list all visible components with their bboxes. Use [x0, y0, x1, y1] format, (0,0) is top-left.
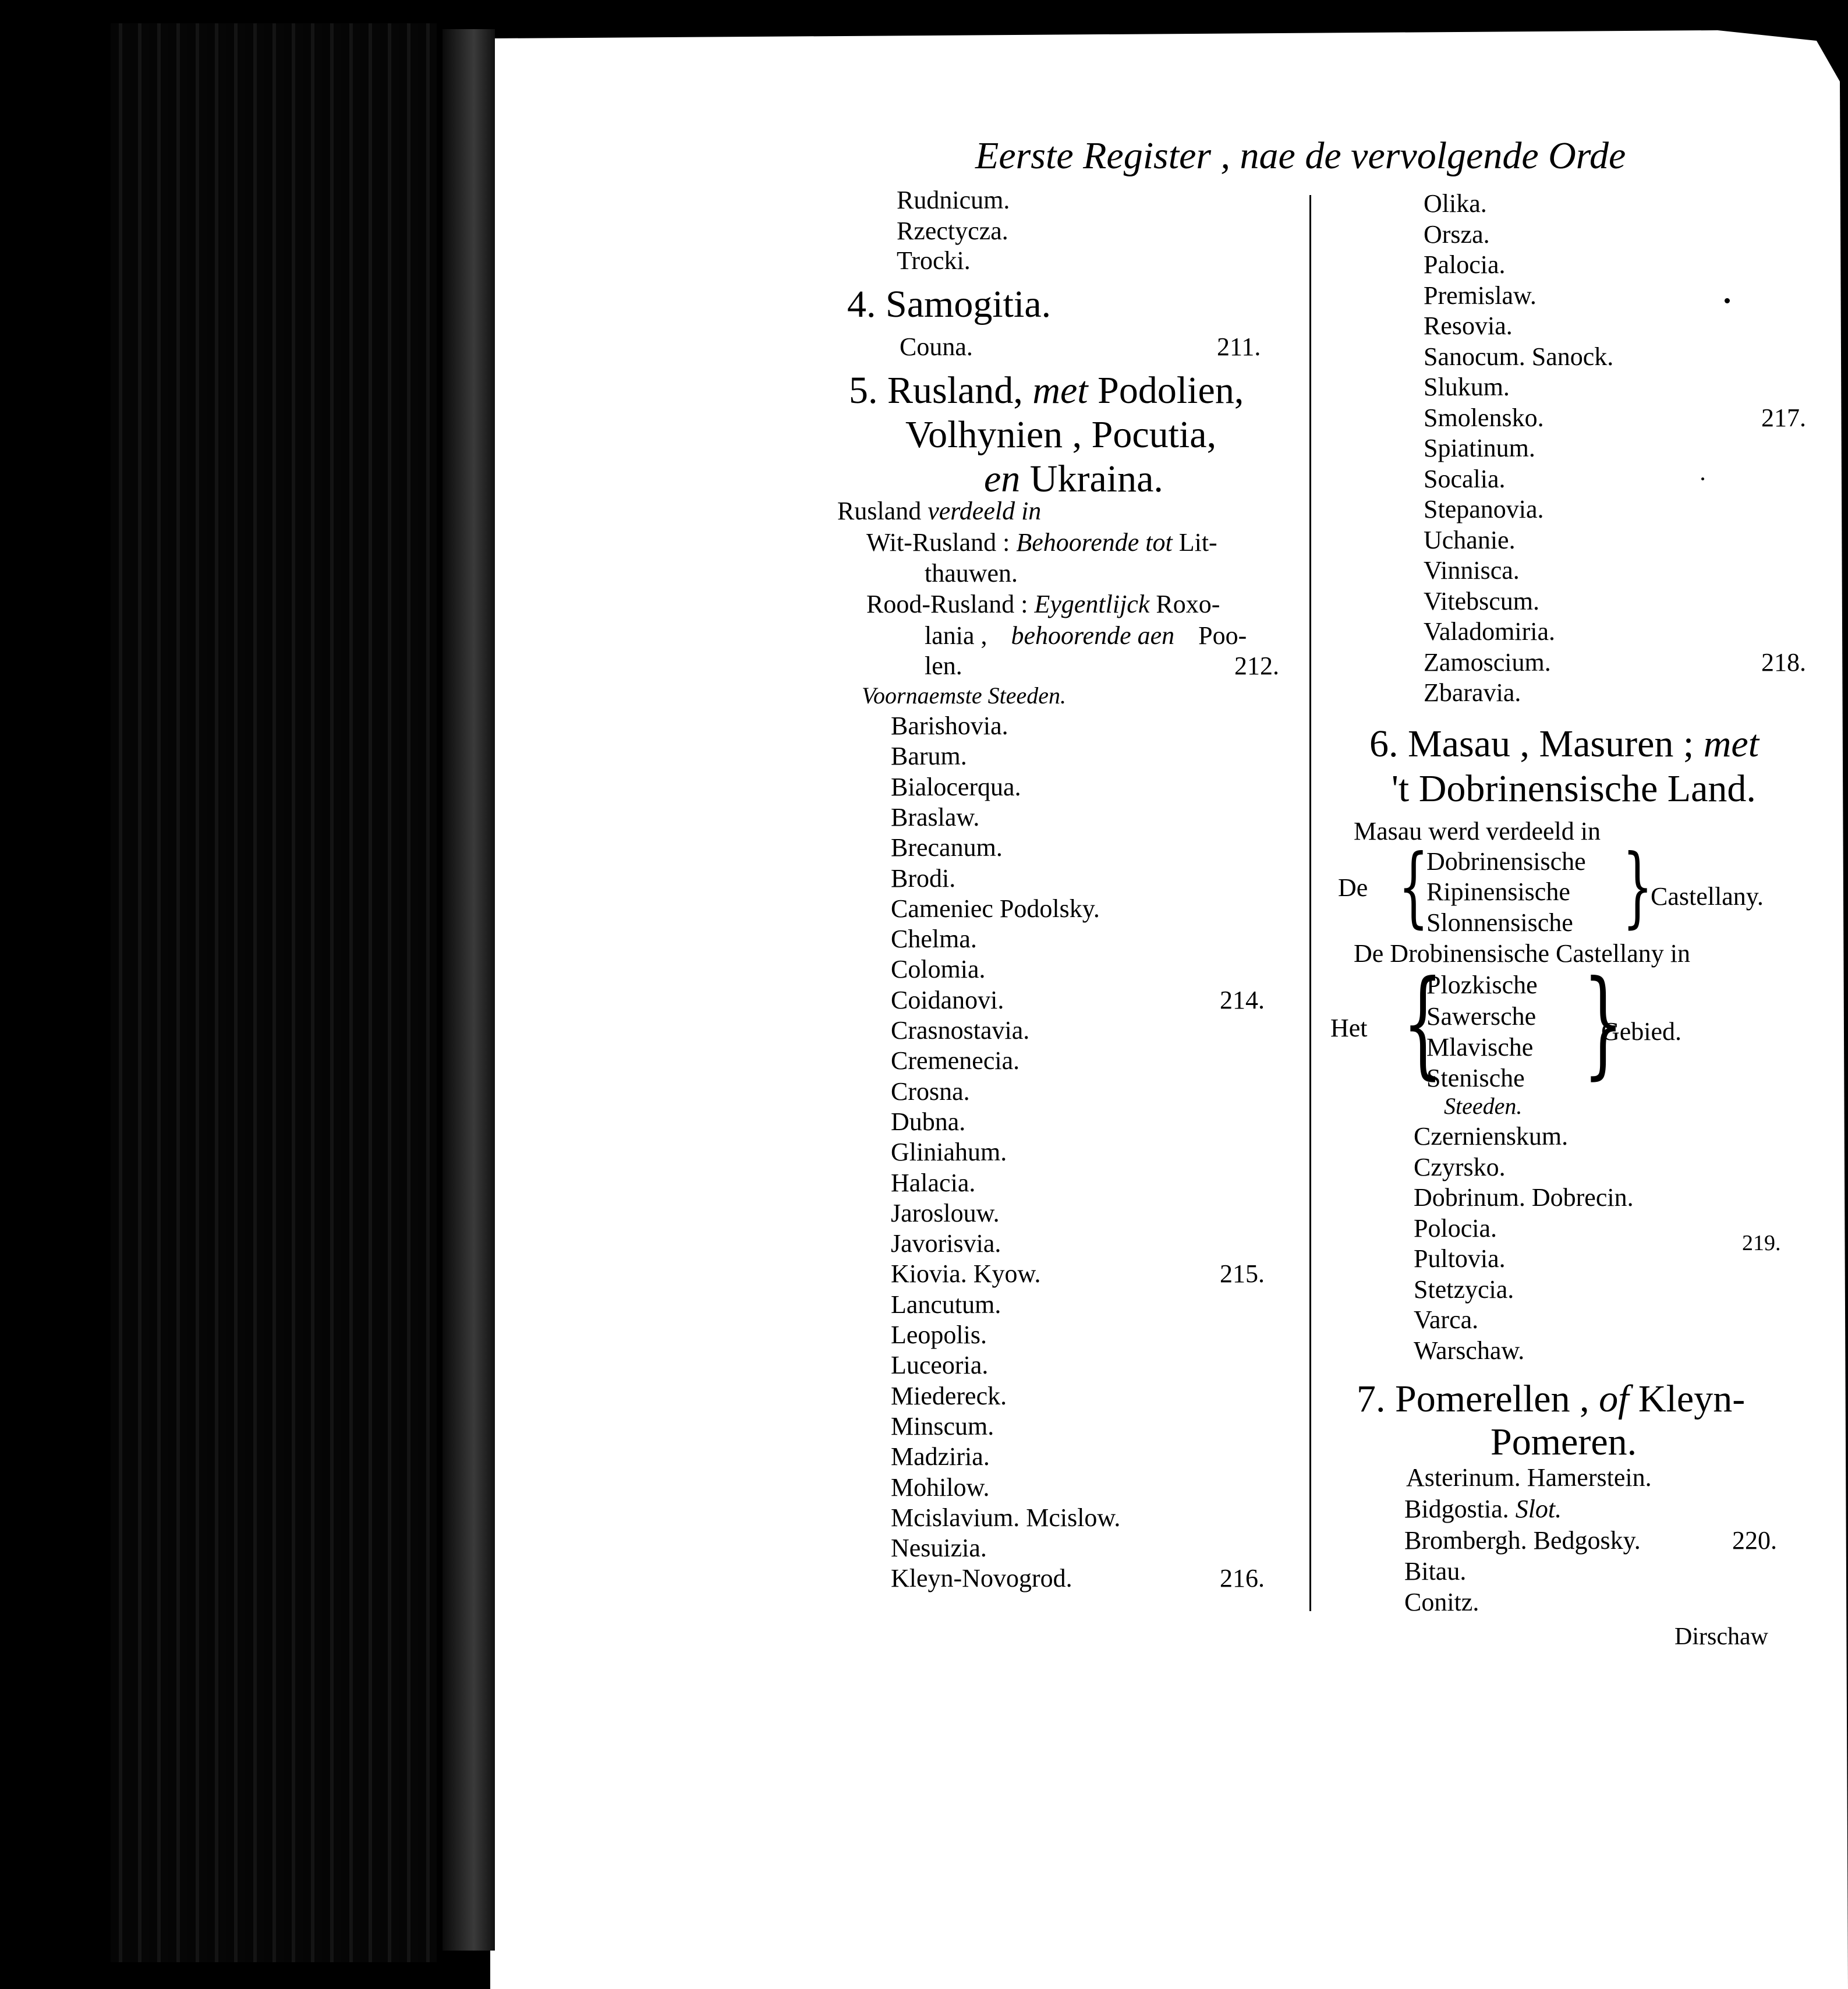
rood-rusland-line2: [925, 623, 1247, 649]
city-entry: Zbaravia.: [1424, 678, 1521, 707]
page-number: 212.: [1234, 652, 1279, 680]
wit-label: Wit-Rusland :: [866, 528, 1010, 557]
heading-italic-met: met: [1032, 369, 1088, 412]
pomerellen-entry: [1404, 1496, 1562, 1522]
city-entry: Braslaw.: [891, 803, 980, 831]
city-entry: Zamoscium.: [1424, 648, 1551, 677]
section-heading-samogitia: 4. Samogitia.: [847, 283, 1052, 325]
cities-heading: Voornaemste Steeden.: [862, 682, 1067, 709]
city-entry: Vinnisca.: [1424, 556, 1520, 585]
city-entry: Stepanovia.: [1424, 495, 1544, 523]
city-entry: Varca.: [1414, 1305, 1479, 1334]
heading-italic-of: of: [1599, 1378, 1629, 1420]
heading-part: Podolien,: [1098, 369, 1244, 412]
page-gutter: [442, 29, 495, 1951]
city-entry: Sanocum. Sanock.: [1424, 342, 1614, 371]
het-item: Plozkische: [1426, 971, 1538, 999]
de-item: Dobrinensische: [1426, 847, 1586, 876]
city-entry: Dobrinum. Dobrecin.: [1414, 1183, 1634, 1212]
city-entry: Brecanum.: [891, 833, 1003, 862]
city-entry: Javorisvia.: [891, 1229, 1001, 1258]
drobin-line: De Drobinensische Castellany in: [1354, 939, 1690, 968]
het-item: Sawersche: [1426, 1002, 1537, 1031]
city-entry: Nesuizia.: [891, 1534, 987, 1562]
entry-trocki: Trocki.: [897, 246, 971, 275]
page-number: 214.: [1220, 986, 1265, 1014]
city-entry: Crasnostavia.: [891, 1016, 1030, 1045]
steeden-heading: Steeden.: [1444, 1093, 1523, 1119]
de-target: Castellany.: [1651, 882, 1764, 911]
de-label: De: [1338, 873, 1368, 902]
city-entry: Chelma.: [891, 925, 977, 953]
city-entry: Slukum.: [1424, 373, 1510, 401]
heading-part: 5. Rusland,: [849, 369, 1023, 412]
city-entry: Czernienskum.: [1414, 1122, 1569, 1151]
section-heading-rusland: [849, 371, 1244, 410]
entry-text: Bidgostia.: [1404, 1495, 1509, 1523]
right-brace-icon: }: [1622, 836, 1653, 937]
city-entry: Vitebscum.: [1424, 587, 1539, 615]
wit-rusland-line2: thauwen.: [925, 559, 1018, 588]
city-entry: Miedereck.: [891, 1382, 1007, 1410]
city-entry: Premislaw.: [1424, 281, 1537, 310]
entry-rudnicum: Rudnicum.: [897, 186, 1010, 214]
city-entry: Brodi.: [891, 864, 956, 893]
rood-rusland-line: [866, 592, 1220, 617]
city-entry: Bialocerqua.: [891, 773, 1021, 801]
city-entry: Cremenecia.: [891, 1046, 1020, 1075]
page-number: 215.: [1220, 1259, 1265, 1288]
rood-line2a: lania ,: [925, 621, 987, 650]
left-brace-icon: {: [1402, 955, 1443, 1091]
wit-rusland-line: [866, 530, 1217, 555]
city-entry: Colomia.: [891, 955, 986, 983]
city-entry: Socalia.: [1424, 465, 1506, 493]
city-entry: Valadomiria.: [1424, 617, 1556, 646]
city-entry: Stetzycia.: [1414, 1275, 1514, 1304]
page-number: 211.: [1217, 332, 1261, 361]
het-target: Gebied.: [1601, 1017, 1682, 1046]
city-entry: Madziria.: [891, 1442, 990, 1471]
entry-rzectycza: Rzectycza.: [897, 217, 1008, 245]
ink-speck: [1725, 298, 1730, 303]
pomerellen-entry: Brombergh. Bedgosky.: [1404, 1526, 1641, 1555]
page-number: 220.: [1732, 1526, 1777, 1555]
page-number: 218.: [1761, 648, 1806, 677]
city-entry: Gliniahum.: [891, 1138, 1007, 1166]
heading-italic-met: met: [1703, 723, 1760, 765]
city-entry: Luceoria.: [891, 1351, 989, 1379]
section-heading-masau-line2: 't Dobrinensische Land.: [1392, 767, 1756, 810]
book-spine-edge: [111, 23, 437, 1962]
city-entry: Uchanie.: [1424, 526, 1516, 554]
wit-end: Lit-: [1178, 528, 1217, 557]
heading-part: Kleyn-: [1638, 1378, 1746, 1420]
section-heading-rusland-line2: Volhynien , Pocutia,: [905, 413, 1217, 456]
rood-end: Roxo-: [1156, 590, 1220, 618]
section-heading-rusland-line3: [984, 460, 1163, 498]
city-entry: Warschaw.: [1414, 1336, 1525, 1365]
city-entry: Leopolis.: [891, 1321, 987, 1349]
section-heading-pomerellen: [1357, 1380, 1745, 1418]
wit-italic: Behoorende tot: [1016, 528, 1173, 557]
rood-italic: Eygentlijck: [1034, 590, 1150, 618]
city-entry: Kleyn-Novogrod.: [891, 1564, 1072, 1592]
heading-part: 7. Pomerellen ,: [1357, 1378, 1589, 1420]
entry-couna: Couna.: [900, 332, 973, 361]
city-entry: Resovia.: [1424, 312, 1513, 340]
city-entry: Polocia.: [1414, 1214, 1497, 1243]
heading-part: Ukraina.: [1029, 458, 1163, 500]
pomerellen-entry: Bitau.: [1404, 1557, 1467, 1585]
left-brace-icon: {: [1398, 836, 1429, 937]
city-entry: Smolensko.: [1424, 404, 1544, 432]
section-heading-masau: [1369, 725, 1759, 763]
right-brace-icon: }: [1583, 955, 1624, 1091]
het-item: Stenische: [1426, 1064, 1525, 1092]
page-sheet: [488, 37, 1848, 1989]
city-entry: Czyrsko.: [1414, 1153, 1506, 1181]
city-entry: Spiatinum.: [1424, 434, 1535, 462]
het-item: Mlavische: [1426, 1033, 1534, 1061]
intro-word: Rusland: [837, 497, 922, 525]
running-header: Eerste Register , nae de vervolgende Orde: [975, 135, 1626, 177]
pomerellen-entry: Asterinum. Hamerstein.: [1406, 1463, 1652, 1492]
city-entry: Orsza.: [1424, 220, 1490, 249]
rood-rusland-line3: len.: [925, 652, 962, 680]
pomerellen-entry: Conitz.: [1404, 1588, 1479, 1616]
rood-line2-italic: behoorende aen: [1011, 621, 1175, 650]
de-item: Slonnensische: [1426, 908, 1573, 937]
heading-part: 6. Masau , Masuren ;: [1369, 723, 1694, 765]
city-entry: Barum.: [891, 742, 967, 770]
rood-line2-end: Poo-: [1198, 621, 1247, 650]
ink-speck: [1701, 477, 1704, 480]
city-entry: Palocia.: [1424, 250, 1506, 279]
city-entry: Mcislavium. Mcislow.: [891, 1503, 1121, 1532]
page-number: 217.: [1761, 404, 1806, 432]
page-number: 219.: [1742, 1231, 1781, 1255]
page-number: 216.: [1220, 1564, 1265, 1592]
entry-italic: Slot.: [1515, 1495, 1562, 1523]
city-entry: Pultovia.: [1414, 1244, 1506, 1273]
rusland-intro: [837, 498, 1041, 524]
city-entry: Olika.: [1424, 189, 1487, 218]
city-entry: Jaroslouw.: [891, 1199, 1000, 1227]
het-label: Het: [1330, 1014, 1368, 1042]
city-entry: Coidanovi.: [891, 986, 1004, 1014]
city-entry: Barishovia.: [891, 712, 1008, 740]
masau-intro: Masau werd verdeeld in: [1354, 817, 1601, 845]
city-entry: Cameniec Podolsky.: [891, 894, 1100, 923]
city-entry: Minscum.: [891, 1412, 994, 1441]
column-divider: [1309, 195, 1311, 1611]
city-entry: Halacia.: [891, 1169, 976, 1197]
intro-italic: verdeeld in: [927, 497, 1042, 525]
city-entry: Dubna.: [891, 1107, 966, 1136]
city-entry: Crosna.: [891, 1077, 970, 1106]
city-entry: Lancutum.: [891, 1290, 1001, 1319]
city-entry: Mohilow.: [891, 1473, 990, 1502]
city-entry: Kiovia. Kyow.: [891, 1259, 1041, 1288]
de-item: Ripinensische: [1426, 877, 1570, 906]
heading-italic-en: en: [984, 458, 1021, 500]
rood-label: Rood-Rusland :: [866, 590, 1028, 618]
catchword: Dirschaw: [1674, 1623, 1768, 1650]
section-heading-pomerellen-line2: Pomeren.: [1491, 1421, 1637, 1463]
